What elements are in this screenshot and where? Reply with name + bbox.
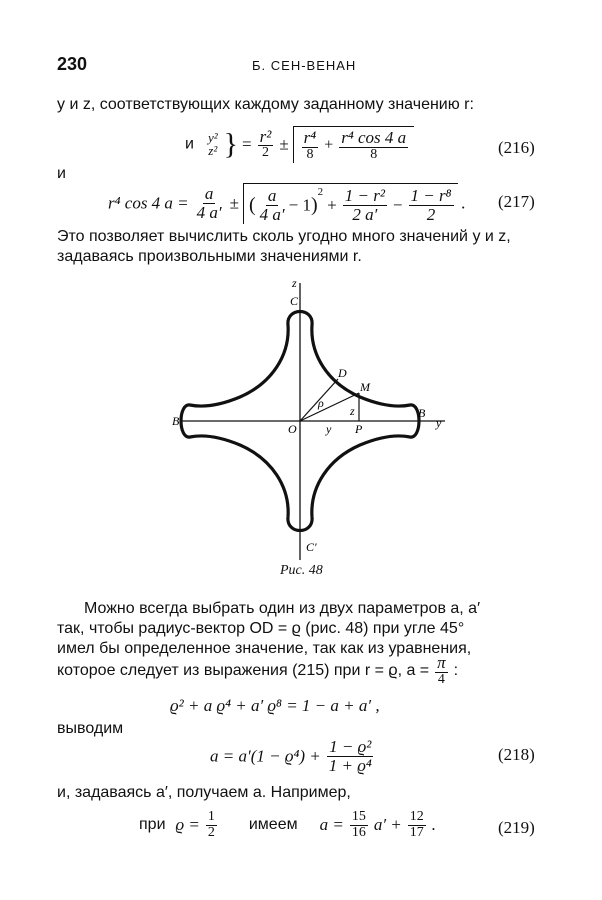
eq217-frac1-den: 4 a′: [196, 202, 222, 222]
eq216-frac1: [258, 128, 274, 162]
eq217-frac2-num: 1 − r²: [344, 185, 385, 205]
label-z-segment: z: [350, 404, 355, 418]
eq217-minus: −: [392, 195, 403, 215]
eq217-sqrt: [243, 183, 458, 224]
eq219-frac2-num: 15: [351, 809, 366, 824]
equation-219: [139, 810, 436, 840]
vyvodim-word: выводим: [57, 720, 124, 737]
eq217-paren-open: (: [248, 193, 256, 216]
para2-line3: имел бы определенное значение, так как из уравнения,: [57, 640, 472, 657]
eq217-frac3-den: 2: [426, 204, 436, 224]
eq216-number: (216): [498, 138, 535, 157]
para2-line4-frac-num: π: [437, 653, 446, 672]
eq216-sqrt-frac2: [339, 129, 408, 163]
eq217-frac3-num: 1 − r⁸: [410, 185, 452, 205]
eq216-frac1-num: r²: [259, 126, 272, 146]
eq219-rho-eq: ϱ =: [175, 815, 200, 835]
eq217-number: (217): [498, 192, 535, 211]
eq219-imeem: имеем: [248, 816, 298, 834]
para2-line2: так, чтобы радиус-вектор OD = ϱ (рис. 48) при угле 45°: [57, 620, 465, 637]
eq218-number: (218): [498, 745, 535, 764]
label-O: O: [288, 422, 297, 436]
eq216-sqrt-frac1: [302, 129, 319, 163]
label-C: C: [290, 294, 299, 308]
label-y-axis: y: [436, 416, 442, 430]
eq217-plus: +: [327, 195, 337, 215]
label-z-axis: z: [292, 276, 297, 290]
eq219-frac3-num: 12: [409, 809, 424, 824]
eq219-frac1: [206, 810, 217, 840]
eq219-frac2-den: 16: [351, 824, 366, 840]
para3-line: и, задаваясь a′, получаем a. Например,: [57, 784, 351, 801]
eq216-frac1-den: 2: [261, 145, 269, 161]
eq217-inner-num: a: [267, 185, 277, 205]
equation-217: [108, 183, 466, 224]
para2-line4-colon: :: [453, 661, 459, 679]
para2-line1: Можно всегда выбрать один из двух параметров a, a′: [84, 600, 481, 617]
eq219-a-eq: a =: [319, 815, 344, 835]
para2-line4: [57, 654, 458, 688]
eq216-lhs: [208, 131, 218, 158]
label-P: P: [355, 422, 363, 436]
eq216-sqrt: [293, 126, 415, 163]
label-D: D: [338, 366, 347, 380]
para2-line4-frac: [435, 654, 448, 688]
figure-caption: Рис. 48: [280, 563, 323, 578]
eq217-lhs: r⁴ cos 4 a =: [108, 193, 189, 213]
eq217-dot: .: [461, 193, 466, 213]
eq217-frac2: [343, 187, 387, 224]
eq216-sqrt-frac1-num: r⁴: [303, 128, 317, 147]
eq216-equals: =: [242, 134, 252, 154]
and-word: и: [57, 165, 66, 182]
equation-unnumbered: ϱ² + a ϱ⁴ + a′ ϱ⁸ = 1 − a + a′ ,: [170, 696, 380, 715]
eq217-minus-one: − 1: [288, 195, 311, 215]
eq217-inner-frac: [258, 187, 287, 224]
eq219-frac1-den: 2: [207, 824, 215, 840]
eq217-pm: ±: [229, 193, 239, 213]
eq219-frac1-num: 1: [207, 809, 215, 824]
eq217-square: 2: [317, 186, 324, 198]
eq217-frac1-num: a: [204, 184, 214, 203]
eq216-sqrt-frac1-den: 8: [306, 146, 314, 162]
label-M: M: [360, 380, 370, 394]
eq217-frac1: [195, 185, 224, 222]
eq218-frac-den: 1 + ϱ⁴: [328, 755, 372, 775]
eq219-frac3: [408, 810, 426, 840]
eq216-lhs-top: y²: [207, 129, 218, 145]
para1-line1: Это позволяет вычислить сколь угодно много значений y и z,: [57, 228, 511, 245]
label-C-prime: C′: [306, 540, 317, 554]
eq216-pm: ±: [279, 134, 289, 154]
label-y-segment: y: [326, 422, 332, 436]
eq217-frac3: [409, 187, 454, 224]
eq216-lhs-bottom: z²: [208, 143, 218, 159]
eq217-inner-den: 4 a′: [259, 204, 285, 224]
equation-216: [185, 126, 414, 163]
label-B: B: [418, 406, 426, 420]
para2-line4-text: которое следует из выражения (215) при r = ϱ, a =: [57, 661, 430, 679]
figure-48: [160, 275, 460, 560]
eq219-pri: при: [139, 816, 166, 834]
eq216-sqrt-frac2-num: r⁴ cos 4 a: [341, 128, 407, 147]
eq219-dot: .: [431, 815, 437, 835]
page-number: 230: [57, 54, 88, 74]
intro-line: y и z, соответствующих каждому заданному значению r:: [57, 96, 474, 113]
eq217-frac2-den: 2 a′: [352, 204, 378, 224]
eq216-prefix: и: [185, 135, 194, 153]
eq218-lhs: a = a′(1 − ϱ⁴) +: [210, 746, 321, 766]
label-rho: ρ: [318, 396, 324, 410]
para2-line4-frac-den: 4: [437, 671, 445, 687]
eq219-frac2: [350, 810, 368, 840]
eq216-brace: }: [223, 127, 239, 161]
label-B-prime: B′: [172, 414, 182, 428]
equation-218: [210, 738, 376, 775]
running-header: Б. СЕН-ВЕНАН: [252, 58, 357, 73]
para1-line2: задаваясь произвольными значениями r.: [57, 248, 362, 265]
eq218-frac-num: 1 − ϱ²: [329, 737, 372, 756]
eq218-frac: [327, 738, 374, 775]
eq219-frac3-den: 17: [409, 824, 424, 840]
eq219-mid: a′ +: [373, 815, 402, 835]
eq217-paren-close: ): [310, 193, 318, 216]
eq216-plus: +: [324, 136, 334, 154]
eq216-sqrt-frac2-den: 8: [370, 146, 378, 162]
eq219-number: (219): [498, 818, 535, 837]
